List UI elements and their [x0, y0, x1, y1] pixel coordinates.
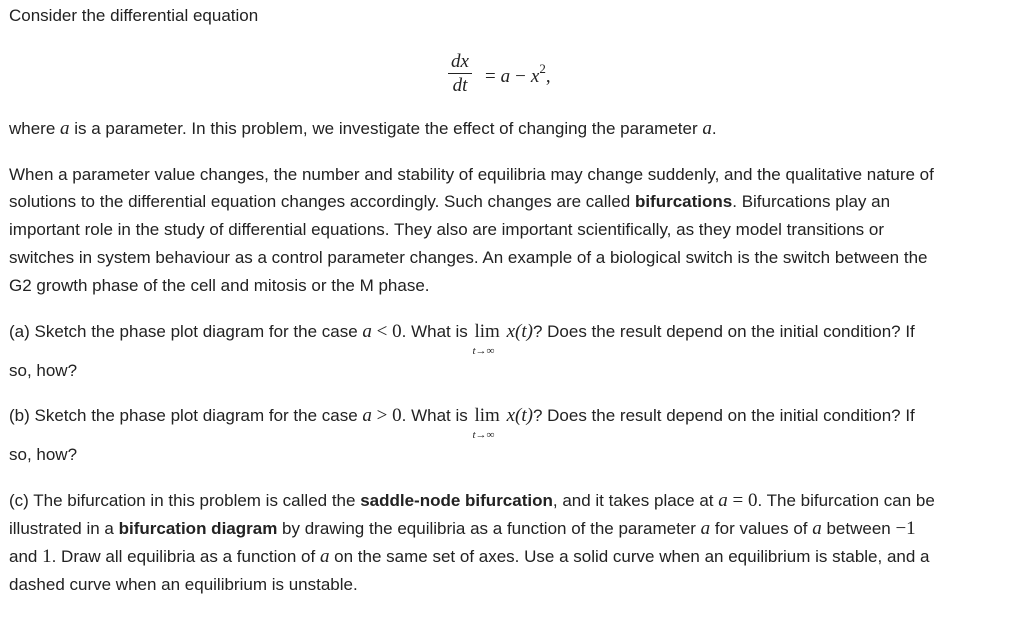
where-line	[9, 118, 717, 140]
intro-text: Consider the differential equation	[9, 6, 259, 25]
limit-notation	[472, 405, 500, 441]
derivative-fraction	[448, 51, 472, 98]
part-c-line-4	[9, 574, 358, 596]
part-c-line-2	[9, 518, 916, 540]
param-a: a	[812, 518, 822, 539]
part-b-text: . What is	[401, 406, 473, 425]
para-line-4	[9, 247, 927, 269]
part-a-text: . What is	[401, 322, 473, 341]
fraction-denominator: dt	[452, 74, 468, 96]
part-c-line-1	[9, 490, 935, 512]
part-a-line-1	[9, 321, 915, 357]
equals-sign: =	[484, 65, 496, 87]
part-c-text: (c) The bifurcation in this problem is called the	[9, 491, 361, 510]
term-bifurcations: bifurcations	[634, 192, 733, 211]
part-a-text: ? Does the result depend on the initial condition? If	[532, 322, 915, 341]
exponent: 2	[539, 60, 546, 76]
rhs-x: x	[530, 65, 540, 87]
param-a: a	[702, 118, 712, 139]
minus-sign: −	[515, 65, 526, 87]
part-b-line-2	[9, 444, 77, 466]
limit-function: x(t)	[501, 321, 533, 342]
para-line-5	[9, 275, 430, 297]
para-line-2	[9, 191, 890, 213]
param-a: a	[60, 118, 70, 139]
part-c-text: between	[821, 519, 896, 538]
lim-subscript: t→∞	[472, 429, 495, 441]
part-b-line-1	[9, 405, 915, 441]
term-saddle-node: saddle-node bifurcation	[360, 491, 553, 510]
part-b-text: so, how?	[9, 445, 78, 464]
part-c-text: dashed curve when an equilibrium is unstable.	[9, 575, 358, 594]
para-line-1	[9, 164, 934, 186]
para-text: switches in system behaviour as a control parameter changes. An example of a biological switch is the switch between the	[9, 248, 928, 267]
param-a: a	[362, 405, 372, 426]
para-text: important role in the study of differential equations. They also are important scientifically, as they model transitions or	[9, 220, 885, 239]
part-a-relation: < 0	[371, 321, 402, 342]
part-b-text: ? Does the result depend on the initial condition? If	[532, 406, 915, 425]
part-a-text: so, how?	[9, 361, 78, 380]
part-b-text: (b) Sketch the phase plot diagram for the case	[9, 406, 363, 425]
part-c-text: for values of	[710, 519, 813, 538]
part-b-relation: > 0	[371, 405, 402, 426]
part-c-text: and	[9, 547, 43, 566]
para-text: . Bifurcations play an	[732, 192, 891, 211]
limit-function: x(t)	[501, 405, 533, 426]
param-a: a	[718, 490, 728, 511]
part-c-text: by drawing the equilibria as a function of the parameter	[277, 519, 701, 538]
param-a: a	[362, 321, 372, 342]
equation-comma: ,	[545, 65, 551, 87]
fraction-numerator: dx	[451, 50, 469, 72]
equation-rhs	[480, 61, 551, 88]
where-text-mid: is a parameter. In this problem, we investigate the effect of changing the parameter	[69, 119, 703, 138]
term-bifurcation-diagram: bifurcation diagram	[118, 519, 278, 538]
differential-equation	[448, 46, 551, 102]
part-c-text: , and it takes place at	[552, 491, 719, 510]
part-c-relation: = 0	[727, 490, 758, 511]
part-c-text: . The bifurcation can be	[757, 491, 935, 510]
lim-subscript: t→∞	[472, 345, 495, 357]
para-line-3	[9, 219, 884, 241]
value-minus-one: −1	[895, 518, 916, 539]
part-a-text: (a) Sketch the phase plot diagram for the case	[9, 322, 363, 341]
lim-label: lim	[474, 321, 500, 342]
part-c-text: illustrated in a	[9, 519, 119, 538]
para-text: When a parameter value changes, the number and stability of equilibria may change suddenly, and the qualitative nature of	[9, 165, 934, 184]
intro-line	[9, 5, 258, 27]
where-text-end: .	[711, 119, 717, 138]
para-text: solutions to the differential equation changes accordingly. Such changes are called	[9, 192, 635, 211]
param-a: a	[319, 546, 330, 567]
part-c-text: on the same set of axes. Use a solid curve when an equilibrium is stable, and a	[329, 547, 930, 566]
param-a: a	[700, 518, 711, 539]
part-c-text: . Draw all equilibria as a function of	[51, 547, 320, 566]
where-text: where	[9, 119, 61, 138]
lim-label: lim	[474, 405, 500, 426]
part-c-line-3	[9, 546, 930, 568]
limit-notation	[472, 321, 500, 357]
rhs-a: a	[500, 65, 511, 87]
value-one: 1	[42, 546, 52, 567]
para-text: G2 growth phase of the cell and mitosis or the M phase.	[9, 276, 430, 295]
part-a-line-2	[9, 360, 77, 382]
